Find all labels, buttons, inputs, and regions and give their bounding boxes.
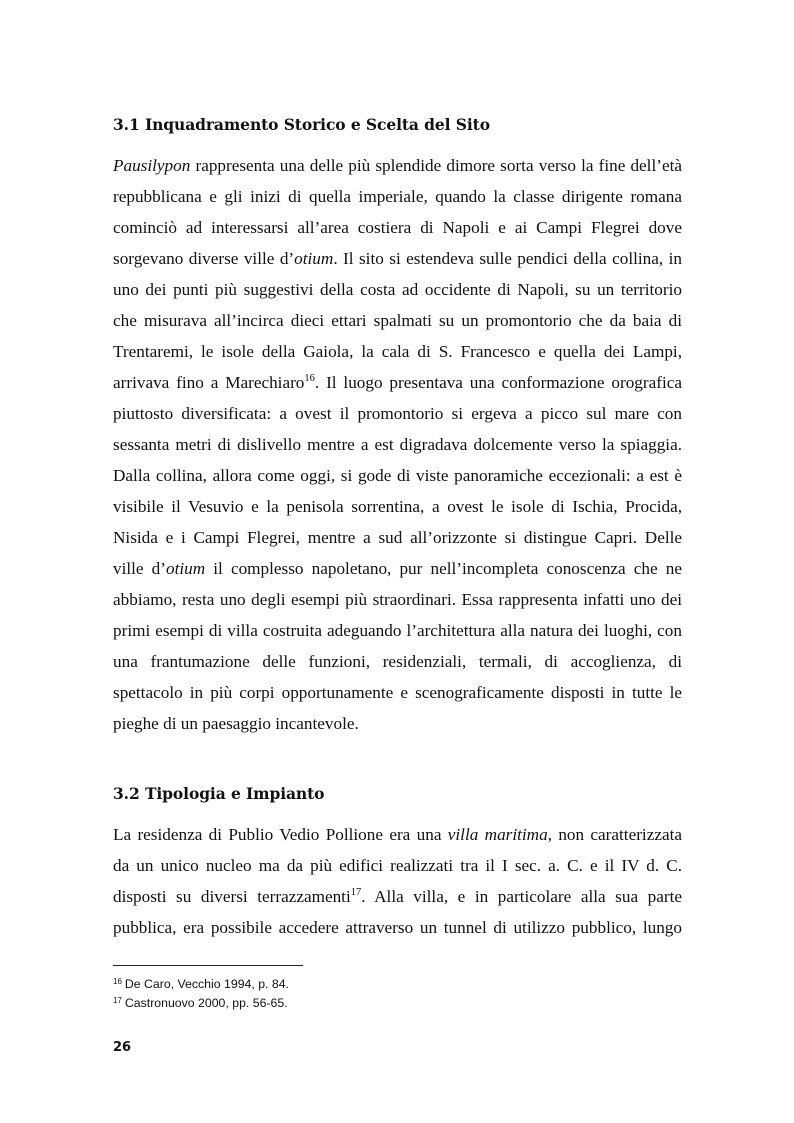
section-3-1-paragraph xyxy=(113,150,682,739)
italic-term: otium xyxy=(294,249,334,268)
text-run: primi esempi di villa costruita adeguando l’architettura alla natura dei luoghi, con xyxy=(113,621,682,640)
text-run: . Il sito si estendeva sulle pendici della collina, in xyxy=(333,249,683,268)
text-line xyxy=(113,398,682,429)
footnote-text: Castronuovo 2000, pp. 56-65. xyxy=(124,996,288,1010)
footnotes xyxy=(113,975,289,1013)
footnote-text: De Caro, Vecchio 1994, p. 84. xyxy=(124,977,289,991)
text-run: piuttosto diversificata: a ovest il promontorio si ergeva a picco sul mare con xyxy=(113,404,682,423)
text-line xyxy=(113,522,682,553)
text-line xyxy=(113,336,682,367)
page-number: 26 xyxy=(113,1040,132,1055)
text-run: da un unico nucleo ma da più edifici realizzati tra il I sec. a. C. e il IV d. C. xyxy=(113,856,682,875)
text-run: , non caratterizzata xyxy=(547,825,682,844)
text-run: spettacolo in più corpi opportunamente e scenograficamente disposti in tutte le xyxy=(113,683,682,702)
footnote-reference: 17 xyxy=(350,887,362,898)
text-run: il complesso napoletano, pur nell’incompleta conoscenza che ne xyxy=(205,559,682,578)
text-run: . Il luogo presentava una conformazione orografica xyxy=(314,373,682,392)
text-line xyxy=(113,181,682,212)
footnote-17 xyxy=(113,994,289,1013)
text-line xyxy=(113,274,682,305)
text-run: pubblica, era possibile accedere attraverso un tunnel di utilizzo pubblico, lungo xyxy=(113,918,682,937)
text-line xyxy=(113,243,682,274)
section-heading-3-2: 3.2 Tipologia e Impianto xyxy=(113,784,325,803)
footnote-reference: 16 xyxy=(304,373,315,384)
text-run: ville d’ xyxy=(113,559,166,578)
text-run: uno dei punti più suggestivi della costa ad occidente di Napoli, su un territorio xyxy=(113,280,682,299)
text-line xyxy=(113,881,682,912)
section-3-2-paragraph xyxy=(113,819,682,943)
text-run: pieghe di un paesaggio incantevole. xyxy=(113,714,359,733)
text-line xyxy=(113,708,682,739)
footnote-number: 16 xyxy=(113,977,122,986)
text-run: La residenza di Publio Vedio Pollione era una xyxy=(113,825,448,844)
text-line xyxy=(113,553,682,584)
text-run: disposti su diversi terrazzamenti xyxy=(113,887,351,906)
text-run: sorgevano diverse ville d’ xyxy=(113,249,295,268)
text-run: abbiamo, resta uno degli esempi più straordinari. Essa rappresenta infatti uno dei xyxy=(113,590,682,609)
text-run: Trentaremi, le isole della Gaiola, la cala di S. Francesco e quella dei Lampi, xyxy=(113,342,682,361)
text-run: . Alla villa, e in particolare alla sua parte xyxy=(361,887,683,906)
text-run: repubblicana e gli inizi di quella imperiale, quando la classe dirigente romana xyxy=(113,187,682,206)
text-run: cominciò ad interessarsi all’area costiera di Napoli e ai Campi Flegrei dove xyxy=(113,218,682,237)
text-run: che misurava all’incirca dieci ettari spalmati su un promontorio che da baia di xyxy=(113,311,682,330)
text-line xyxy=(113,305,682,336)
section-heading-3-1: 3.1 Inquadramento Storico e Scelta del Sito xyxy=(113,115,490,134)
text-run: visibile il Vesuvio e la penisola sorrentina, a ovest le isole di Ischia, Procida, xyxy=(113,497,682,516)
text-run: una frantumazione delle funzioni, residenziali, termali, di accoglienza, di xyxy=(113,652,682,671)
footnote-separator xyxy=(113,965,303,966)
text-line xyxy=(113,850,682,881)
text-line xyxy=(113,429,682,460)
text-line xyxy=(113,584,682,615)
text-run: Dalla collina, allora come oggi, si gode di viste panoramiche eccezionali: a est è xyxy=(113,466,682,485)
text-line xyxy=(113,819,682,850)
italic-term: Pausilypon xyxy=(113,156,191,175)
text-line xyxy=(113,367,682,398)
text-run: rappresenta una delle più splendide dimore sorta verso la fine dell’età xyxy=(190,156,682,175)
text-line xyxy=(113,646,682,677)
text-line xyxy=(113,615,682,646)
italic-term: villa maritima xyxy=(447,825,548,844)
footnote-16 xyxy=(113,975,289,994)
footnote-number: 17 xyxy=(113,996,122,1005)
text-line xyxy=(113,150,682,181)
text-line xyxy=(113,491,682,522)
text-run: Nisida e i Campi Flegrei, mentre a sud all’orizzonte si distingue Capri. Delle xyxy=(113,528,682,547)
text-line xyxy=(113,677,682,708)
text-run: arrivava fino a Marechiaro xyxy=(113,373,305,392)
text-line xyxy=(113,912,682,943)
text-line xyxy=(113,212,682,243)
italic-term: otium xyxy=(166,559,206,578)
text-line xyxy=(113,460,682,491)
text-run: sessanta metri di dislivello mentre a est digradava dolcemente verso la spiaggia. xyxy=(113,435,682,454)
